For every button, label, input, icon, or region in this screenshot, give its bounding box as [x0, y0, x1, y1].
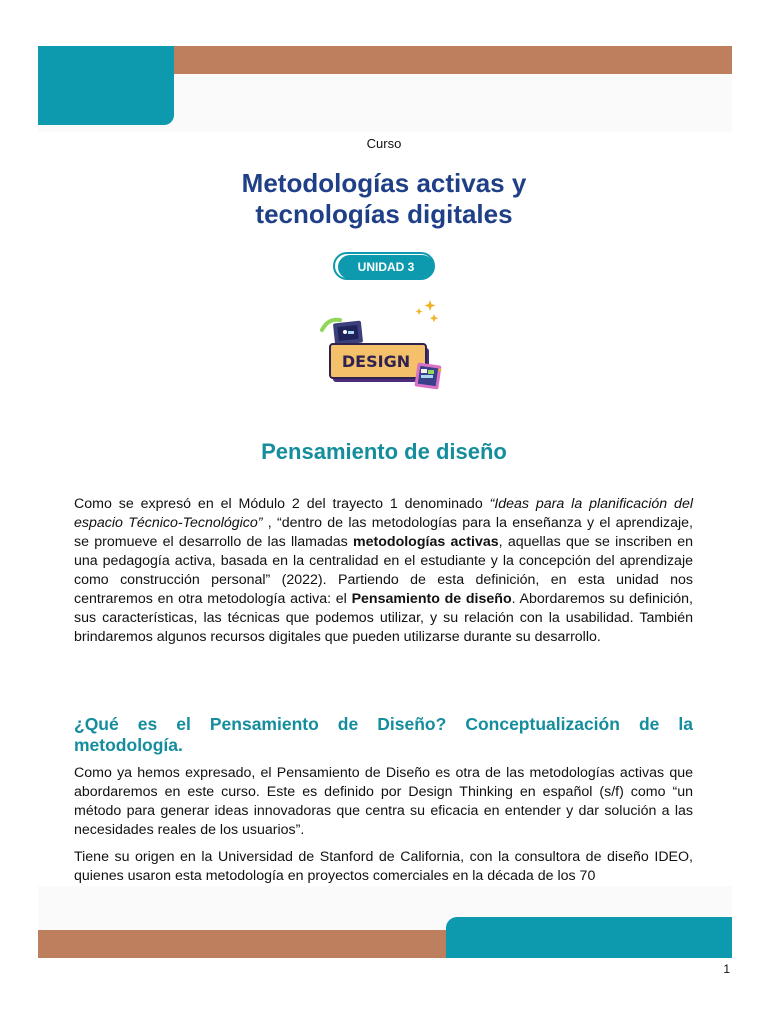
unit-badge [333, 252, 437, 282]
intro-paragraph [74, 495, 693, 647]
subsection-heading: ¿Qué es el Pensamiento de Diseño? Conceptualización de la metodología. [74, 714, 693, 755]
intro-text-1: Como se expresó en el Módulo 2 del trayecto 1 denominado [74, 496, 490, 512]
course-label: Curso [366, 136, 402, 151]
tablet-icon [414, 362, 441, 389]
intro-text-2: , “dentro de las metodologías para la enseñanza y el aprendizaje, se promueve el desarrollo de las llamadas [74, 515, 693, 550]
intro-text-3: , aquellas que se inscriben en una pedagogía activa, basada en la centralidad en el estudiante y la concepción del aprendizaje como construcción personal” (2022). Partiendo de esta definición, en esta unidad nos centraremos en otra metodología activa: el [74, 534, 694, 607]
illustration-design-text: DESIGN [341, 352, 411, 371]
course-title [0, 168, 768, 230]
intro-text-4: . Abordaremos su definición, sus características, las técnicas que podemos utilizar, y su relación con la usabilidad. También brindaremos algunos recursos digitales que pueden utilizarse durante su desarrollo. [74, 591, 693, 645]
intro-italic-title: “Ideas para la planificación del espacio Técnico-Tecnológico” [74, 496, 693, 531]
section-title: Pensamiento de diseño [261, 439, 507, 464]
screen-icon [333, 321, 363, 346]
subsection-paragraph-1: Como ya hemos expresado, el Pensamiento de Diseño es otra de las metodologías activas que abordaremos en este curso. Este es definido por Design Thinking en español (s/f) como “un método para generar ideas innovadoras que centra su eficacia en entender y dar solución a las necesidades reales de los usuarios”. [74, 765, 693, 838]
page-number: 1 [723, 962, 730, 976]
intro-bold-active-methodologies: metodologías activas [353, 534, 499, 550]
header-teal-block [38, 46, 174, 125]
course-title-line2: tecnologías digitales [255, 199, 513, 229]
course-title-line1: Metodologías activas y [241, 168, 527, 198]
intro-bold-design-thinking: Pensamiento de diseño [351, 591, 512, 607]
design-illustration [318, 298, 450, 408]
subsection-paragraph-2: Tiene su origen en la Universidad de Stanford de California, con la consultora de diseño IDEO, quienes usaron esta metodología en proyectos comerciales en la década de los 70 [74, 849, 693, 884]
footer-teal-block [446, 917, 732, 958]
unit-badge-label: UNIDAD 3 [338, 255, 434, 279]
